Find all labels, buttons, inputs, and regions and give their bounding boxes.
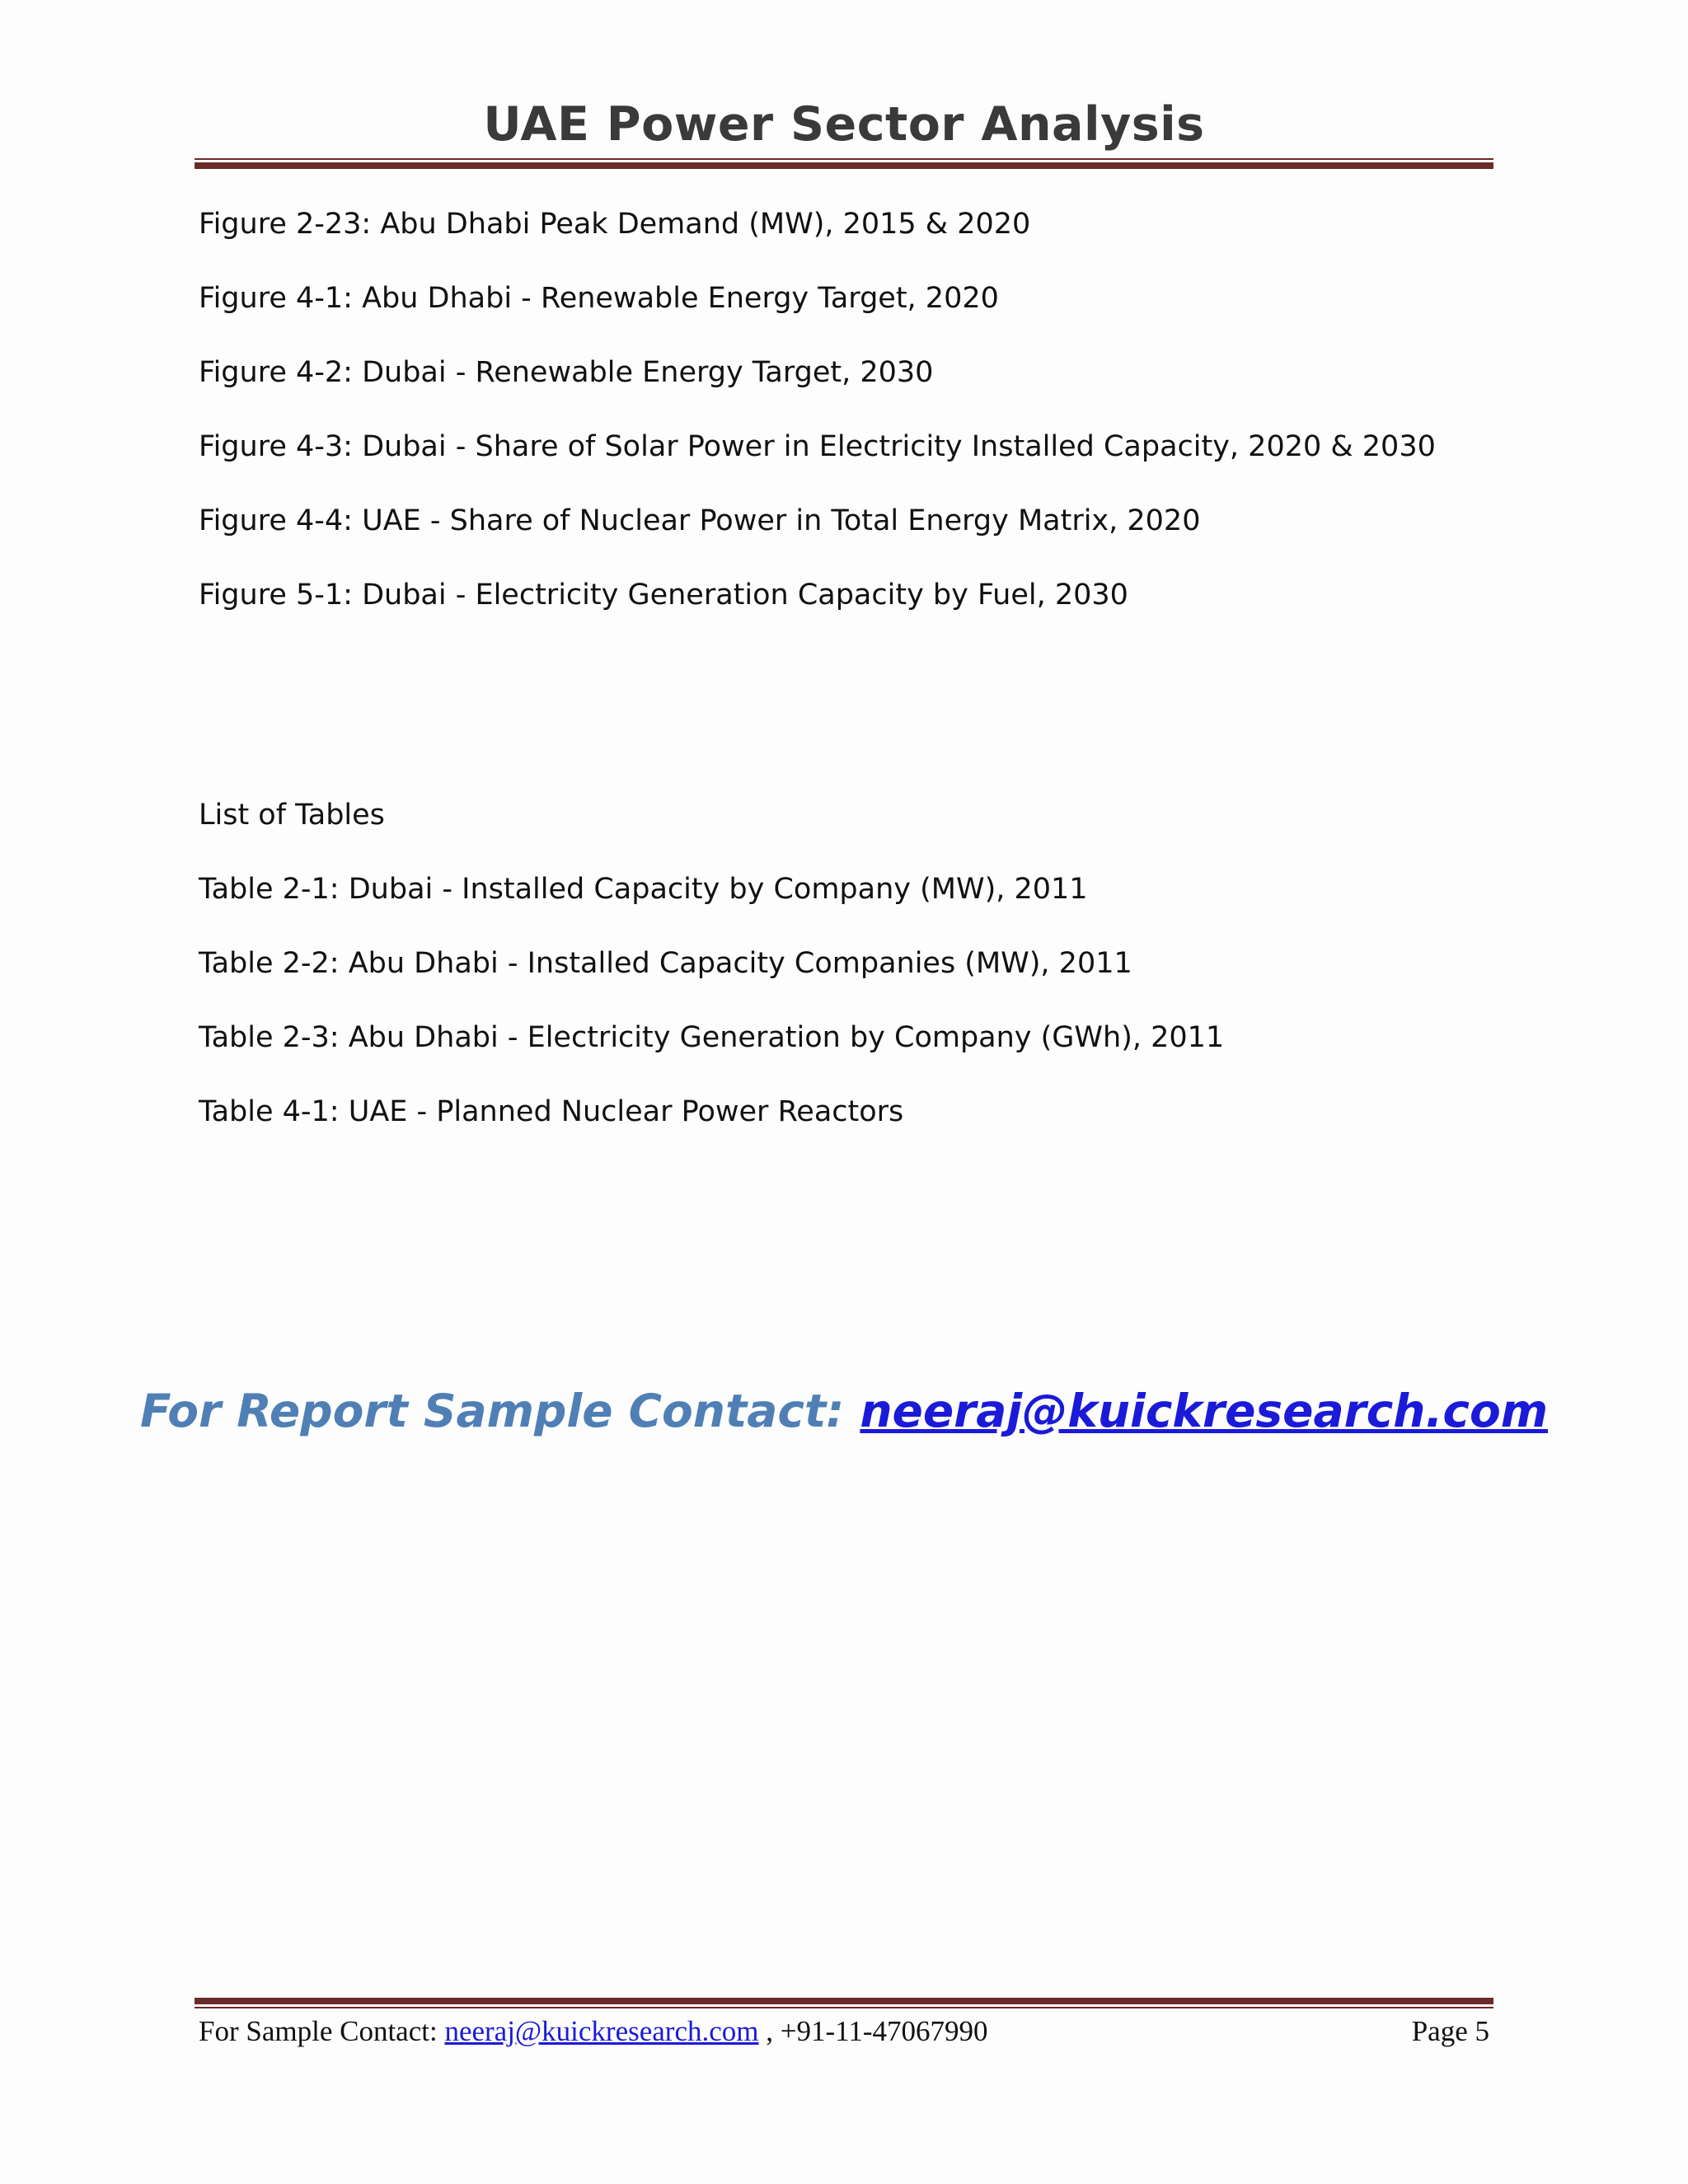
- table-entry: Table 2-1: Dubai - Installed Capacity by Company (MW), 2011: [199, 873, 1088, 906]
- page-title: UAE Power Sector Analysis: [483, 97, 1205, 152]
- contact-email-link[interactable]: neeraj@kuickresearch.com: [860, 1385, 1549, 1437]
- list-of-tables-heading: List of Tables: [199, 799, 385, 832]
- figure-entry: Figure 5-1: Dubai - Electricity Generation Capacity by Fuel, 2030: [199, 579, 1128, 612]
- footer-email-link[interactable]: neeraj@kuickresearch.com: [444, 2015, 759, 2047]
- header-rule: [195, 162, 1493, 169]
- table-entry: Table 4-1: UAE - Planned Nuclear Power Reactors: [199, 1095, 904, 1128]
- header-rule-thin: [195, 158, 1493, 160]
- list-of-figures: [199, 187, 1436, 632]
- contact-label: For Report Sample Contact:: [139, 1385, 860, 1437]
- table-entry: Table 2-3: Abu Dhabi - Electricity Generation by Company (GWh), 2011: [199, 1021, 1225, 1054]
- footer-rule: [195, 1998, 1493, 2004]
- footer-rule-thin: [195, 2007, 1493, 2008]
- page-number: Page 5: [1411, 2015, 1489, 2047]
- figure-entry: Figure 4-3: Dubai - Share of Solar Power in Electricity Installed Capacity, 2020 & 2030: [199, 430, 1436, 463]
- footer-phone: , +91-11-47067990: [758, 2015, 988, 2047]
- footer-label: For Sample Contact:: [199, 2015, 445, 2047]
- page-footer: [199, 2011, 1489, 2052]
- figure-entry: Figure 4-2: Dubai - Renewable Energy Target, 2030: [199, 356, 934, 389]
- figure-entry: Figure 4-1: Abu Dhabi - Renewable Energy Target, 2020: [199, 282, 999, 315]
- table-entry: Table 2-2: Abu Dhabi - Installed Capacity Companies (MW), 2011: [199, 947, 1132, 980]
- figure-entry: Figure 2-23: Abu Dhabi Peak Demand (MW), 2015 & 2020: [199, 208, 1031, 241]
- figure-entry: Figure 4-4: UAE - Share of Nuclear Power in Total Energy Matrix, 2020: [199, 504, 1201, 537]
- report-sample-contact: [0, 1385, 1688, 1437]
- list-of-tables: [199, 852, 1224, 1149]
